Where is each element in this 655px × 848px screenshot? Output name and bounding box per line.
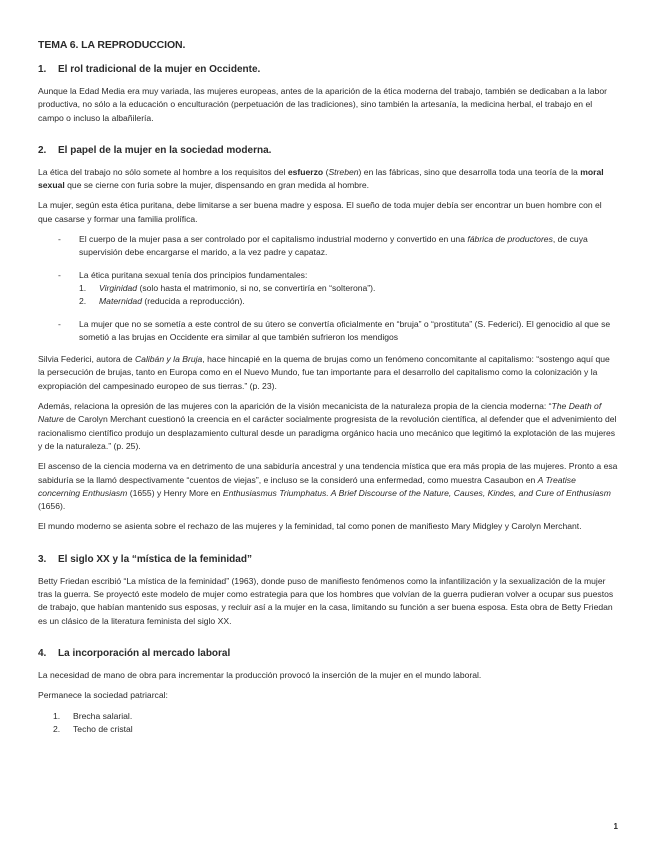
section-2-bullet-list	[38, 233, 618, 344]
list-item: 1. Brecha salarial.	[53, 710, 133, 721]
list-item: 2. Techo de cristal	[53, 723, 133, 734]
section-2-paragraph-4: Además, relaciona la opresión de las mujeres con la aparición de la visión mecanicista de la naturaleza propia de la ciencia moderna: “The Death of Nature de Carolyn Merchant cuestionó la creencia en el carácter socialmente progresista de la revolución científica, al defender que el advenimiento del racionalismo científico produjo un desplazamiento cultural desde un paradigma orgánico hacia uno mecánico que legitimó la explotación de las mujeres y de la naturaleza.” (p. 25).	[38, 401, 617, 451]
principles-list	[79, 282, 618, 309]
page-number: 1	[613, 822, 618, 831]
section-3-heading: 3. El siglo XX y la “mística de la feminidad”	[38, 553, 252, 565]
section-4-paragraph-1: La necesidad de mano de obra para incrementar la producción provocó la inserción de la mujer en el mundo laboral.	[38, 669, 482, 680]
document-page	[38, 39, 618, 736]
section-4-heading: 4. La incorporación al mercado laboral	[38, 647, 231, 659]
section-2-paragraph-5: El ascenso de la ciencia moderna va en detrimento de una sabiduría ancestral y una tendencia mística que era más propia de las mujeres. Pronto a esa sabiduría se la llamó despectivamente “cuentos de viejas”, e incluso se la consideró una enfermedad, como muestra Casaubon en A Treatise concerning Enthusiasm (1655) y Henry More en Enthusiasmus Triumphatus. A Brief Discourse of the Nature, Causes, Kindes, and Cure of Enthusiasm (1656).	[38, 461, 618, 512]
patriarchy-list	[38, 710, 618, 737]
bullet-item: - El cuerpo de la mujer pasa a ser controlado por el capitalismo industrial moderno y convertido en una fábrica de productores, de cuya supervisión debe encargarse el marido, a la vez padre y capataz.	[38, 233, 618, 260]
section-4-paragraph-2: Permanece la sociedad patriarcal:	[38, 690, 168, 701]
bullet-item: - La ética puritana sexual tenía dos principios fundamentales: 1. Virginidad (solo hasta el matrimonio, si no, se convertiría en “solterona”). 2. Maternidad (reducida a reproducción).	[38, 269, 618, 309]
section-1-paragraph: Aunque la Edad Media era muy variada, las mujeres europeas, antes de la aparición de la ética moderna del trabajo, también se dedicaban a la labor productiva, no sólo a la educación o enculturación (perpetuación de las tradiciones), sino también la artesanía, la medicina herbal, el trabajo en el campo o incluso la albañilería.	[38, 86, 607, 123]
list-item: 1. Virginidad (solo hasta el matrimonio, si no, se convertiría en “solterona”).	[79, 282, 376, 293]
section-2-paragraph-3: Silvia Federici, autora de Calibán y la Bruja, hace hincapié en la quema de brujas como un fenómeno concomitante al capitalismo: “sostengo aquí que la persecución de brujas, tanto en Europa como en el Nuevo Mundo, fue tan importante para el desarrollo del capitalismo como la colonización y la expropiación del campesinado europeo de sus tierras.” (p. 23).	[38, 354, 610, 391]
list-item: 2. Maternidad (reducida a reproducción).	[79, 296, 245, 307]
bullet-item: - La mujer que no se sometía a este control de su útero se convertía oficialmente en “bruja” o “prostituta” (S. Federici). El genocidio al que se sometió a las brujas en Occidente era similar al que también sufrieron los mendigos	[38, 318, 618, 345]
section-2-paragraph-1: La ética del trabajo no sólo somete al hombre a los requisitos del esfuerzo (Streben) en las fábricas, sino que desarrolla toda una teoría de la moral sexual que se cierne con furia sobre la mujer, dispensando en gran medida al hombre.	[38, 166, 604, 191]
section-2-paragraph-2: La mujer, según esta ética puritana, debe limitarse a ser buena madre y esposa. El sueño de toda mujer debía ser encontrar un buen hombre con el que casarse y formar una familia prolífica.	[38, 200, 602, 224]
section-3-paragraph: Betty Friedan escribió “La mística de la feminidad” (1963), donde puso de manifiesto fenómenos como la infantilización y la sexualización de la mujer tras la guerra. Se proyectó este modelo de mujer como estrategia para que los hombres que volvían de la guerra pudieran volver a ocupar sus puestos de trabajo, que habían mantenido sus esposas, y recluir así a la mujer en la casa, limitando su función a ser buena esposa. Esta obra de Betty Friedan es un clásico de la literatura feminista del siglo XX.	[38, 575, 614, 626]
section-2-heading: 2. El papel de la mujer en la sociedad moderna.	[38, 144, 272, 156]
document-title: TEMA 6. LA REPRODUCCION.	[38, 39, 186, 51]
section-2-paragraph-6: El mundo moderno se asienta sobre el rechazo de las mujeres y la feminidad, tal como ponen de manifiesto Mary Midgley y Carolyn Merchant.	[38, 521, 582, 532]
section-1-heading: 1. El rol tradicional de la mujer en Occidente.	[38, 64, 261, 75]
